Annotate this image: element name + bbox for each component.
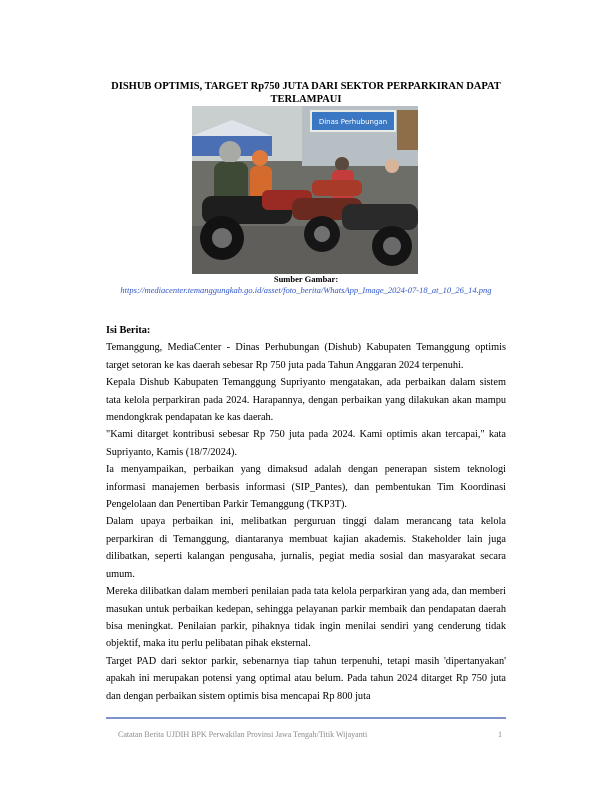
article-paragraph: Target PAD dari sektor parkir, sebenarnya tiap tahun terpenuhi, tetapi masih 'dipertanyakan' apakah ini merupakan potensi yang optimal atau belum. Pada tahun 2024 ditarget Rp 750 juta dan dengan perbaikan sistem optimis bisa mencapai Rp 800 juta <box>106 655 506 702</box>
page-number: 1 <box>498 730 502 739</box>
article-paragraph: "Kami ditarget kontribusi sebesar Rp 750 juta pada 2024. Kami optimis akan tercapai," kata Supriyanto, Kamis (18/7/2024). <box>106 429 506 458</box>
news-photo <box>192 106 418 274</box>
content-heading: Isi Berita: <box>106 325 151 336</box>
article-paragraph: Temanggung, MediaCenter - Dinas Perhubungan (Dishub) Kabupaten Temanggung optimis target setoran ke kas daerah sebesar Rp 750 juta pada Tahun Anggaran 2024 terpenuhi. <box>106 342 506 371</box>
article-paragraph: Ia menyampaikan, perbaikan yang dimaksud adalah dengan penerapan sistem teknologi informasi manajemen berbasis informasi (SIP_Pantes), dan pembentukan Tim Koordinasi Pengelolaan dan Penertiban Parkir Temanggung (TKP3T). <box>106 464 506 511</box>
article-paragraph: Kepala Dishub Kabupaten Temanggung Supriyanto mengatakan, ada perbaikan dalam sistem tata kelola perparkiran pada 2024. Harapannya, dengan perbaikan yang dilakukan akan mampu mendongkrak pendapatan ke kas daerah. <box>106 377 506 424</box>
footer-divider <box>106 717 506 719</box>
article-paragraph: Mereka dilibatkan dalam memberi penilaian pada tata kelola perparkiran yang ada, dan memberi masukan untuk perbaikan kedepan, sehingga pelayanan parkir membaik dan pendapatan daerah bisa meningkat. Penilaian parkir, pihaknya tidak ingin menilai sendiri yang cenderung tidak objektif, maka itu perlu pelibatan pihak eksternal. <box>106 586 506 650</box>
image-caption <box>120 274 492 296</box>
image-source-link[interactable]: https://mediacenter.temanggungkab.go.id/asset/foto_berita/WhatsApp_Image_2024-07-18_at_10_26_14.png <box>120 285 492 295</box>
parking-motorcycles-photo <box>192 106 418 274</box>
article-paragraph: Dalam upaya perbaikan ini, melibatkan perguruan tinggi dalam merancang tata kelola perparkiran di Temanggung, diantaranya membuat kajian akademis. Stakeholder lain juga dilibatkan, seperti kalangan pengusaha, jurnalis, pegiat media sosial dan masyarakat secara umum. <box>106 516 506 580</box>
news-title: DISHUB OPTIMIS, TARGET Rp750 JUTA DARI SEKTOR PERPARKIRAN DAPAT TERLAMPAUI <box>111 81 501 105</box>
page-footer <box>118 730 502 739</box>
office-sign: Dinas Perhubungan <box>318 118 388 126</box>
footer-text: Catatan Berita UJDIH BPK Perwakilan Provinsi Jawa Tengah/Titik Wijayanti <box>118 730 368 739</box>
image-source-label: Sumber Gambar: <box>273 274 339 284</box>
article-body <box>106 320 506 705</box>
